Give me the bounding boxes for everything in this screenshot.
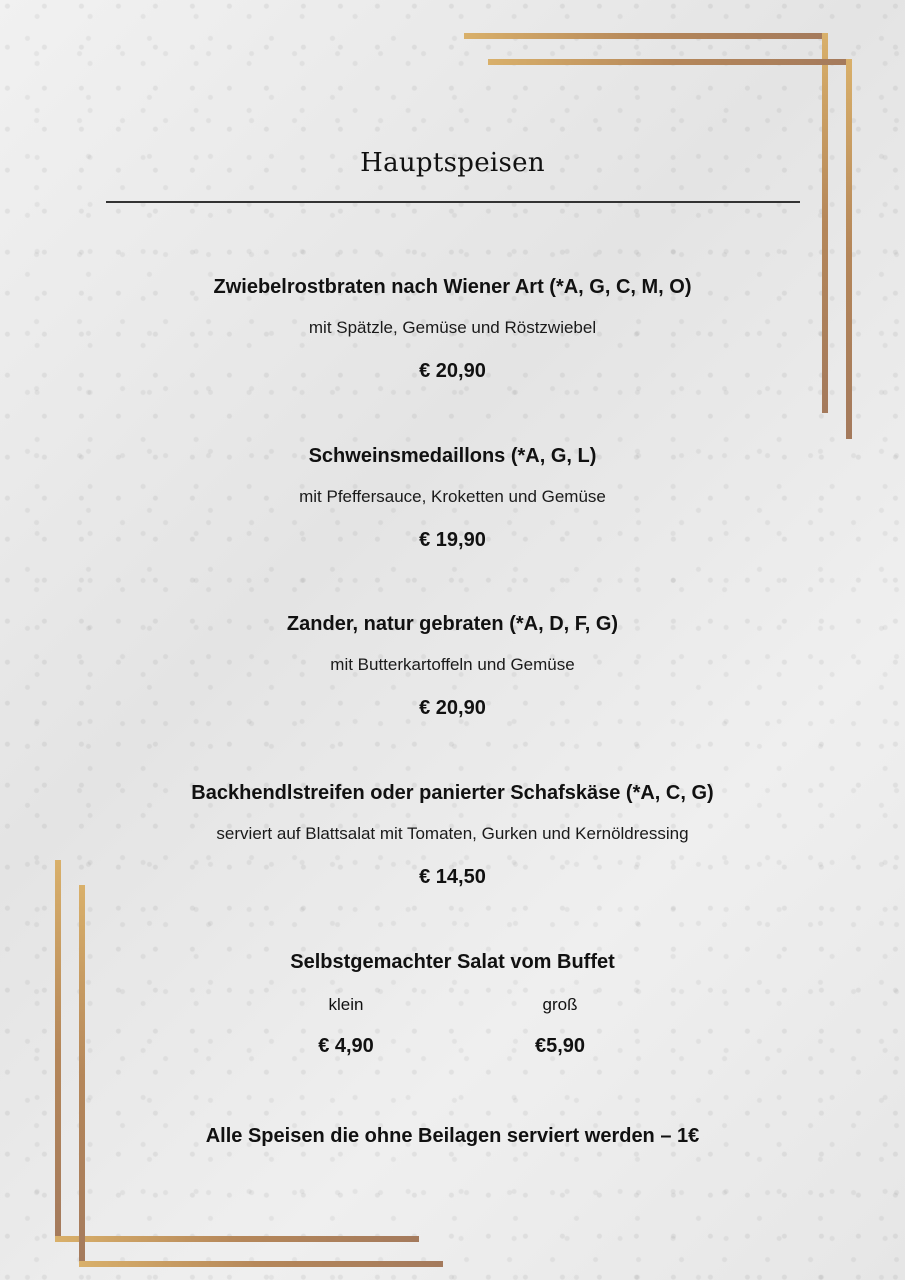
frame-bottom-left-inner-horizontal [79, 1261, 443, 1267]
dish-description: mit Spätzle, Gemüse und Röstzwiebel [308, 318, 597, 337]
page-title: Hauptspeisen [360, 148, 545, 178]
side-dish-footnote: Alle Speisen die ohne Beilagen serviert werden – 1€ [205, 1125, 700, 1147]
dish-name: Backhendlstreifen oder panierter Schafskäse (*A, C, G) [191, 782, 714, 804]
dish-price: € 20,90 [419, 360, 486, 382]
menu-item-schweinsmedaillons [0, 444, 905, 552]
menu-item-salat [0, 950, 905, 974]
frame-top-right-outer-horizontal [464, 33, 828, 39]
menu-item-backhendlstreifen [0, 781, 905, 889]
dish-price: € 19,90 [419, 529, 486, 551]
dish-description: mit Butterkartoffeln und Gemüse [330, 655, 575, 674]
salad-large-option [460, 995, 660, 1058]
dish-price: € 14,50 [419, 866, 486, 888]
salad-small-label: klein [328, 995, 364, 1014]
frame-bottom-left-inner-vertical [79, 885, 85, 1267]
dish-name: Selbstgemachter Salat vom Buffet [290, 951, 615, 973]
frame-bottom-left-outer-horizontal [55, 1236, 419, 1242]
dish-name: Zwiebelrostbraten nach Wiener Art (*A, G, C, M, O) [213, 276, 692, 298]
dish-name: Zander, natur gebraten (*A, D, F, G) [286, 613, 619, 635]
dish-price: € 20,90 [419, 697, 486, 719]
dish-name: Schweinsmedaillons (*A, G, L) [308, 445, 597, 467]
salad-small-price: € 4,90 [318, 1035, 374, 1057]
dish-description: serviert auf Blattsalat mit Tomaten, Gurken und Kernöldressing [216, 824, 689, 843]
menu-item-zwiebelrostbraten [0, 275, 905, 383]
salad-large-label: groß [542, 995, 578, 1014]
menu-item-zander [0, 612, 905, 720]
dish-description: mit Pfeffersauce, Kroketten und Gemüse [299, 487, 606, 506]
title-divider [106, 201, 800, 203]
frame-top-right-inner-horizontal [488, 59, 852, 65]
salad-small-option [246, 995, 446, 1058]
salad-large-price: €5,90 [534, 1035, 586, 1057]
salad-size-options [0, 995, 905, 1057]
frame-bottom-left-outer-vertical [55, 860, 61, 1242]
